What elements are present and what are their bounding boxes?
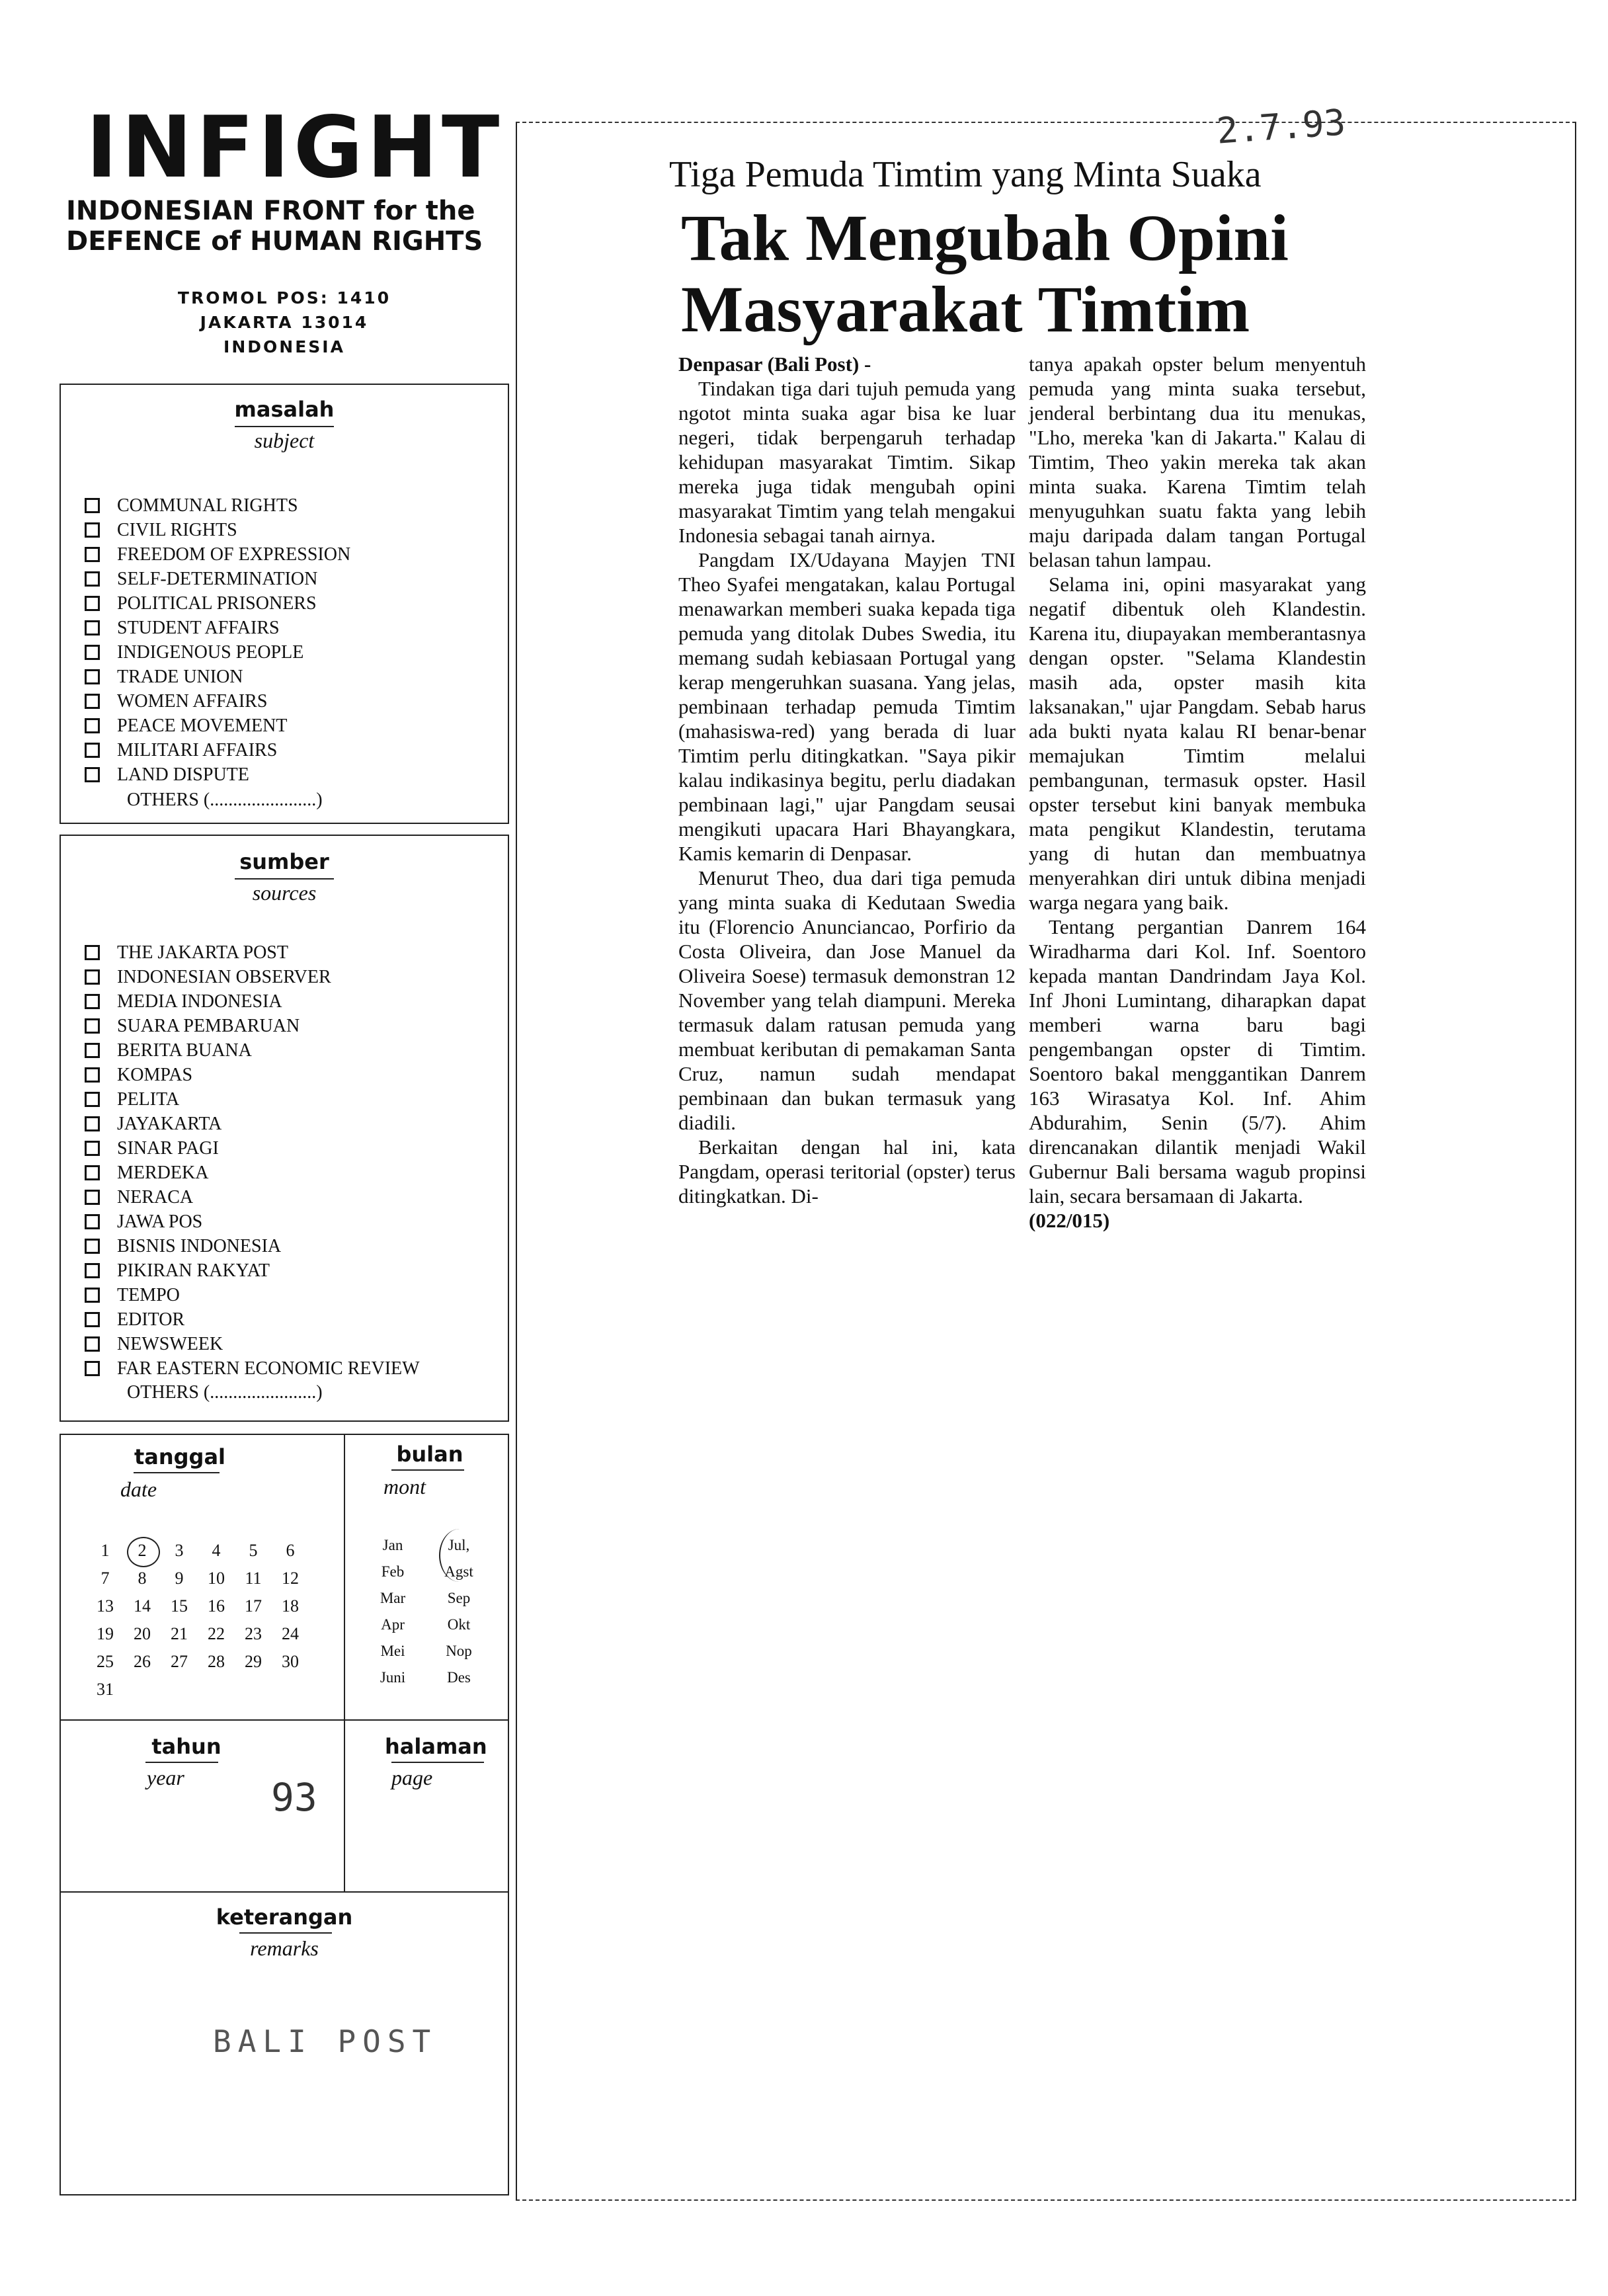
source-label: PELITA — [117, 1089, 180, 1110]
month-subtitle: mont — [383, 1475, 426, 1498]
dateline — [678, 352, 1016, 376]
subject-checkbox[interactable] — [85, 689, 267, 714]
source-checkbox[interactable] — [85, 965, 331, 989]
source-checkbox[interactable] — [85, 1210, 202, 1234]
source-checkbox[interactable] — [85, 1112, 221, 1136]
month-cell[interactable]: Agst — [444, 1563, 473, 1580]
day-cell[interactable]: 15 — [171, 1596, 188, 1616]
article-paragraph: Menurut Theo, dua dari tiga pemuda yang minta suaka di Kedutaan Swedia itu (Florencio Anunciancao, Porfirio da Costa Oliveira, dan Jose Manuel da Oliveira Soese) termasuk demonstran 12 November yang telah diampuni. Mereka termasuk dalam ratusan pemuda yang membuat keributan di pemakaman Santa Cruz, namun sudah mendapat pembinaan dan bukan termasuk yang diadili. — [678, 866, 1016, 1134]
source-label: JAYAKARTA — [117, 1114, 222, 1134]
year-handwritten: 93 — [271, 1775, 317, 1820]
remarks-subtitle: remarks — [250, 1936, 319, 1960]
subject-checkbox[interactable] — [85, 665, 243, 689]
source-checkbox[interactable] — [85, 1283, 180, 1307]
source-checkbox[interactable] — [85, 1014, 300, 1038]
divider — [391, 1469, 464, 1471]
month-cell[interactable]: Des — [447, 1669, 471, 1686]
checkbox-box[interactable] — [85, 1214, 100, 1229]
day-cell-selected[interactable]: 2 — [138, 1541, 147, 1560]
subject-label: CIVIL RIGHTS — [117, 520, 237, 540]
day-cell[interactable]: 5 — [249, 1541, 258, 1560]
day-cell[interactable]: 8 — [138, 1569, 147, 1588]
sources-subtitle: sources — [252, 881, 317, 905]
article-headline-line-2: Masyarakat Timtim — [681, 272, 1250, 346]
source-label: EDITOR — [117, 1309, 185, 1330]
date-subtitle: date — [120, 1477, 157, 1501]
checkbox-box[interactable] — [85, 1165, 100, 1180]
source-label: INDONESIAN OBSERVER — [117, 967, 331, 987]
divider — [235, 878, 334, 880]
day-cell[interactable]: 6 — [286, 1541, 295, 1560]
subject-title: masalah — [234, 397, 335, 422]
month-cell[interactable]: Nop — [446, 1643, 472, 1659]
subject-checkbox[interactable] — [85, 518, 237, 542]
article-paragraph: Tentang pergantian Danrem 164 Wiradharma dari Kol. Inf. Soentoro kepada mantan Dandrindam Jaya Kol. Inf Jhoni Lumintang, diharapkan dapat memberi warna baru bagi pengembangan opster di Timtim. Soentoro bakal menggantikan Danrem 163 Wirasatya Kol. Inf. Ahim Abdurahim, Senin (5/7). Ahim direncanakan dilantik menjadi Wakil Gubernur Bali bersama wagub propinsi lain, secara bersamaan di Jakarta. — [1029, 915, 1366, 1208]
source-checkbox[interactable] — [85, 989, 282, 1014]
day-cell[interactable]: 19 — [97, 1624, 114, 1643]
article-column-1 — [678, 352, 1016, 1208]
year-title: tahun — [151, 1734, 221, 1759]
day-cell[interactable]: 25 — [97, 1652, 114, 1671]
infight-logo: INFIGHT — [86, 99, 504, 197]
day-cell[interactable]: 24 — [282, 1624, 299, 1643]
month-cell[interactable]: Sep — [447, 1590, 471, 1606]
subject-checkbox[interactable] — [85, 640, 303, 665]
source-checkbox[interactable] — [85, 1063, 192, 1087]
divider — [391, 1762, 484, 1763]
divider — [134, 1472, 220, 1473]
checkbox-box[interactable] — [85, 1263, 100, 1278]
divider — [61, 1891, 508, 1893]
checkbox-box[interactable] — [85, 1239, 100, 1254]
day-cell[interactable]: 4 — [212, 1541, 221, 1560]
month-cell[interactable]: Jan — [382, 1537, 403, 1553]
checkbox-box[interactable] — [85, 718, 100, 733]
checkbox-box[interactable] — [85, 1336, 100, 1352]
article-kicker: Tiga Pemuda Timtim yang Minta Suaka — [669, 154, 1262, 195]
checkbox-box[interactable] — [85, 1067, 100, 1083]
checkbox-box[interactable] — [85, 969, 100, 985]
checkbox-box[interactable] — [85, 1043, 100, 1058]
divider — [61, 1719, 508, 1721]
month-cell[interactable]: Mei — [380, 1643, 405, 1659]
day-cell[interactable]: 28 — [208, 1652, 225, 1671]
article-column-2 — [1029, 352, 1366, 1233]
checkbox-box[interactable] — [85, 620, 100, 636]
month-cell[interactable]: Juni — [380, 1669, 406, 1686]
subject-others: OTHERS (.......................) — [127, 790, 323, 810]
sources-title: sumber — [239, 849, 329, 874]
source-label: BERITA BUANA — [117, 1040, 252, 1061]
subject-label: MILITARI AFFAIRS — [117, 740, 278, 760]
checkbox-box[interactable] — [85, 522, 100, 538]
source-label: THE JAKARTA POST — [117, 942, 288, 963]
remarks-title: keterangan — [216, 1905, 353, 1930]
day-cell[interactable]: 26 — [134, 1652, 151, 1671]
checkbox-box[interactable] — [85, 945, 100, 960]
checkbox-box[interactable] — [85, 1288, 100, 1303]
address-line: TROMOL POS: 1410 — [177, 288, 391, 308]
subject-label: COMMUNAL RIGHTS — [117, 495, 298, 516]
selected-month-mark — [439, 1529, 480, 1582]
checkbox-box[interactable] — [85, 1312, 100, 1327]
source-checkbox[interactable] — [85, 1185, 193, 1210]
day-cell[interactable]: 1 — [100, 1541, 110, 1560]
month-title: bulan — [396, 1442, 463, 1467]
year-subtitle: year — [147, 1766, 184, 1789]
source-label: BISNIS INDONESIA — [117, 1236, 282, 1256]
day-cell[interactable]: 23 — [245, 1624, 262, 1643]
subject-label: STUDENT AFFAIRS — [117, 618, 280, 638]
checkbox-box[interactable] — [85, 1361, 100, 1376]
source-label: TEMPO — [117, 1285, 180, 1305]
checkbox-box[interactable] — [85, 694, 100, 709]
source-checkbox[interactable] — [85, 1258, 270, 1283]
page-title: halaman — [385, 1734, 487, 1759]
source-checkbox[interactable] — [85, 1307, 184, 1332]
checkbox-box[interactable] — [85, 571, 100, 587]
checkbox-box[interactable] — [85, 1092, 100, 1107]
sources-others: OTHERS (.......................) — [127, 1382, 323, 1403]
subject-checkbox[interactable] — [85, 762, 249, 787]
day-cell[interactable]: 21 — [171, 1624, 188, 1643]
source-label: FAR EASTERN ECONOMIC REVIEW — [117, 1358, 420, 1379]
day-cell[interactable]: 29 — [245, 1652, 262, 1671]
subject-panel — [60, 384, 509, 824]
subject-label: PEACE MOVEMENT — [117, 716, 288, 736]
source-checkbox[interactable] — [85, 1038, 252, 1063]
day-cell[interactable]: 27 — [171, 1652, 188, 1671]
day-cell[interactable]: 13 — [97, 1596, 114, 1616]
month-cell[interactable]: Okt — [447, 1616, 471, 1633]
subject-label: TRADE UNION — [117, 667, 243, 687]
month-cell[interactable]: Apr — [381, 1616, 405, 1633]
checkbox-box[interactable] — [85, 498, 100, 513]
source-checkbox[interactable] — [85, 1356, 420, 1381]
divider — [235, 426, 334, 427]
dateline-text: Denpasar (Bali Post) - — [678, 352, 871, 376]
date-title: tanggal — [134, 1444, 226, 1469]
org-line-2: DEFENCE of HUMAN RIGHTS — [66, 226, 483, 257]
checkbox-box[interactable] — [85, 1116, 100, 1131]
date-panel — [60, 1434, 509, 2195]
month-cell[interactable]: Mar — [380, 1590, 406, 1606]
source-label: KOMPAS — [117, 1065, 193, 1085]
day-cell[interactable]: 9 — [175, 1569, 184, 1588]
divider — [344, 1435, 345, 1891]
source-checkbox[interactable] — [85, 1087, 179, 1112]
subject-checkbox[interactable] — [85, 542, 350, 567]
day-cell[interactable]: 3 — [175, 1541, 184, 1560]
org-line-1: INDONESIAN FRONT for the — [66, 196, 475, 226]
subject-label: FREEDOM OF EXPRESSION — [117, 544, 351, 565]
source-label: MEDIA INDONESIA — [117, 991, 282, 1012]
source-label: NERACA — [117, 1187, 194, 1208]
subject-subtitle: subject — [254, 429, 315, 452]
divider — [145, 1762, 218, 1763]
address-line: INDONESIA — [223, 337, 345, 356]
article-paragraph: Pangdam IX/Udayana Mayjen TNI Theo Syafei mengatakan, kalau Portugal menawarkan memberi suaka kepada tiga pemuda yang ditolak Dubes Swedia, itu memang sudah kebiasaan Portugal yang kerap mengeruhkan suasana. Yang jelas, pembinaan terhadap pemuda Timtim (mahasiswa-red) yang berada di luar Timtim perlu ditingkatkan. "Saya pikir kalau indikasinya begitu, perlu diadakan pembinaan lagi," ujar Pangdam seusai mengikuti upacara Hari Bhayangkara, Kamis kemarin di Denpasar. — [678, 548, 1016, 865]
article-paragraph: Tindakan tiga dari tujuh pemuda yang ngotot minta suaka agar bisa ke luar negeri, tidak berpengaruh terhadap kehidupan masyarakat Timtim. Sikap mereka juga tidak mengubah opini masyarakat Timtim yang telah mengakui Indonesia sebagai tanah airnya. — [678, 377, 1016, 547]
divider — [239, 1932, 332, 1934]
checkbox-box[interactable] — [85, 743, 100, 758]
source-label: SUARA PEMBARUAN — [117, 1016, 300, 1036]
day-cell[interactable]: 16 — [208, 1596, 225, 1616]
month-cell[interactable]: Feb — [381, 1563, 405, 1580]
sources-panel — [60, 835, 509, 1422]
subject-label: SELF-DETERMINATION — [117, 569, 318, 589]
checkbox-box[interactable] — [85, 767, 100, 782]
day-cell[interactable]: 14 — [134, 1596, 151, 1616]
day-cell[interactable]: 31 — [97, 1680, 114, 1699]
source-label: MERDEKA — [117, 1163, 209, 1183]
subject-label: POLITICAL PRISONERS — [117, 593, 317, 614]
subject-checkbox[interactable] — [85, 493, 298, 518]
checkbox-box[interactable] — [85, 1190, 100, 1205]
source-checkbox[interactable] — [85, 1136, 219, 1161]
page-subtitle: page — [391, 1766, 433, 1789]
article-signoff: (022/015) — [1029, 1209, 1110, 1232]
subject-label: LAND DISPUTE — [117, 764, 249, 785]
source-label: NEWSWEEK — [117, 1334, 223, 1354]
source-label: SINAR PAGI — [117, 1138, 219, 1159]
subject-checkbox[interactable] — [85, 714, 287, 738]
month-cell-selected[interactable]: Jul, — [448, 1537, 470, 1553]
day-cell[interactable]: 30 — [282, 1652, 299, 1671]
postal-address — [99, 286, 469, 359]
checkbox-box[interactable] — [85, 1018, 100, 1034]
address-line: JAKARTA 13014 — [200, 313, 369, 332]
checkbox-box[interactable] — [85, 645, 100, 660]
subject-checkbox[interactable] — [85, 591, 317, 616]
subject-checkbox[interactable] — [85, 738, 277, 762]
org-name — [66, 196, 516, 257]
source-checkbox[interactable] — [85, 1234, 281, 1258]
checkbox-box[interactable] — [85, 994, 100, 1009]
subject-checkbox[interactable] — [85, 616, 280, 640]
checkbox-box[interactable] — [85, 547, 100, 562]
day-cell[interactable]: 10 — [208, 1569, 225, 1588]
subject-checkbox[interactable] — [85, 567, 317, 591]
handwritten-date: 2.7.93 — [1215, 101, 1347, 152]
source-label: JAWA POS — [117, 1211, 203, 1232]
selected-day-circle — [127, 1537, 160, 1567]
day-cell[interactable]: 22 — [208, 1624, 225, 1643]
remarks-handwritten: BALI POST — [213, 2024, 438, 2059]
subject-label: INDIGENOUS PEOPLE — [117, 642, 304, 663]
day-cell[interactable]: 11 — [245, 1569, 262, 1588]
checkbox-box[interactable] — [85, 669, 100, 684]
source-checkbox[interactable] — [85, 1332, 223, 1356]
checkbox-box[interactable] — [85, 596, 100, 611]
day-cell[interactable]: 17 — [245, 1596, 262, 1616]
day-cell[interactable]: 12 — [282, 1569, 299, 1588]
day-cell[interactable]: 7 — [100, 1569, 110, 1588]
day-cell[interactable]: 20 — [134, 1624, 151, 1643]
checkbox-box[interactable] — [85, 1141, 100, 1156]
source-checkbox[interactable] — [85, 940, 288, 965]
subject-label: WOMEN AFFAIRS — [117, 691, 268, 712]
article-headline-line-1: Tak Mengubah Opini — [681, 201, 1289, 274]
source-checkbox[interactable] — [85, 1161, 208, 1185]
day-cell[interactable]: 18 — [282, 1596, 299, 1616]
article-paragraph: tanya apakah opster belum menyentuh pemuda yang minta suaka tersebut, jenderal berbintang dua itu menukas, "Lho, mereka 'kan di Jakarta." Kalau di Timtim, Theo yakin mereka tak akan minta suaka. Karena Timtim telah menyuguhkan suatu fakta yang lebih maju daripada dalam tangan Portugal belasan tahun lampau. — [1029, 352, 1366, 571]
article-paragraph: Selama ini, opini masyarakat yang negatif dibentuk oleh Klandestin. Karena itu, diupayakan memberantasnya dengan opster. "Selama Klandestin masih ada, opster masih kita laksanakan," ujar Pangdam. Sebab harus ada bukti nyata kalau RI benar-benar memajukan Timtim melalui pembangunan, termasuk opster. Hasil opster tersebut kini banyak membuka mata pengikut Klandestin, terutama yang di hutan dan membuatnya menyerahkan diri untuk dibina menjadi warga negara yang baik. — [1029, 573, 1366, 914]
article-paragraph: Berkaitan dengan hal ini, kata Pangdam, operasi teritorial (opster) terus ditingkatkan. Di- — [678, 1135, 1016, 1208]
source-label: PIKIRAN RAKYAT — [117, 1260, 270, 1281]
